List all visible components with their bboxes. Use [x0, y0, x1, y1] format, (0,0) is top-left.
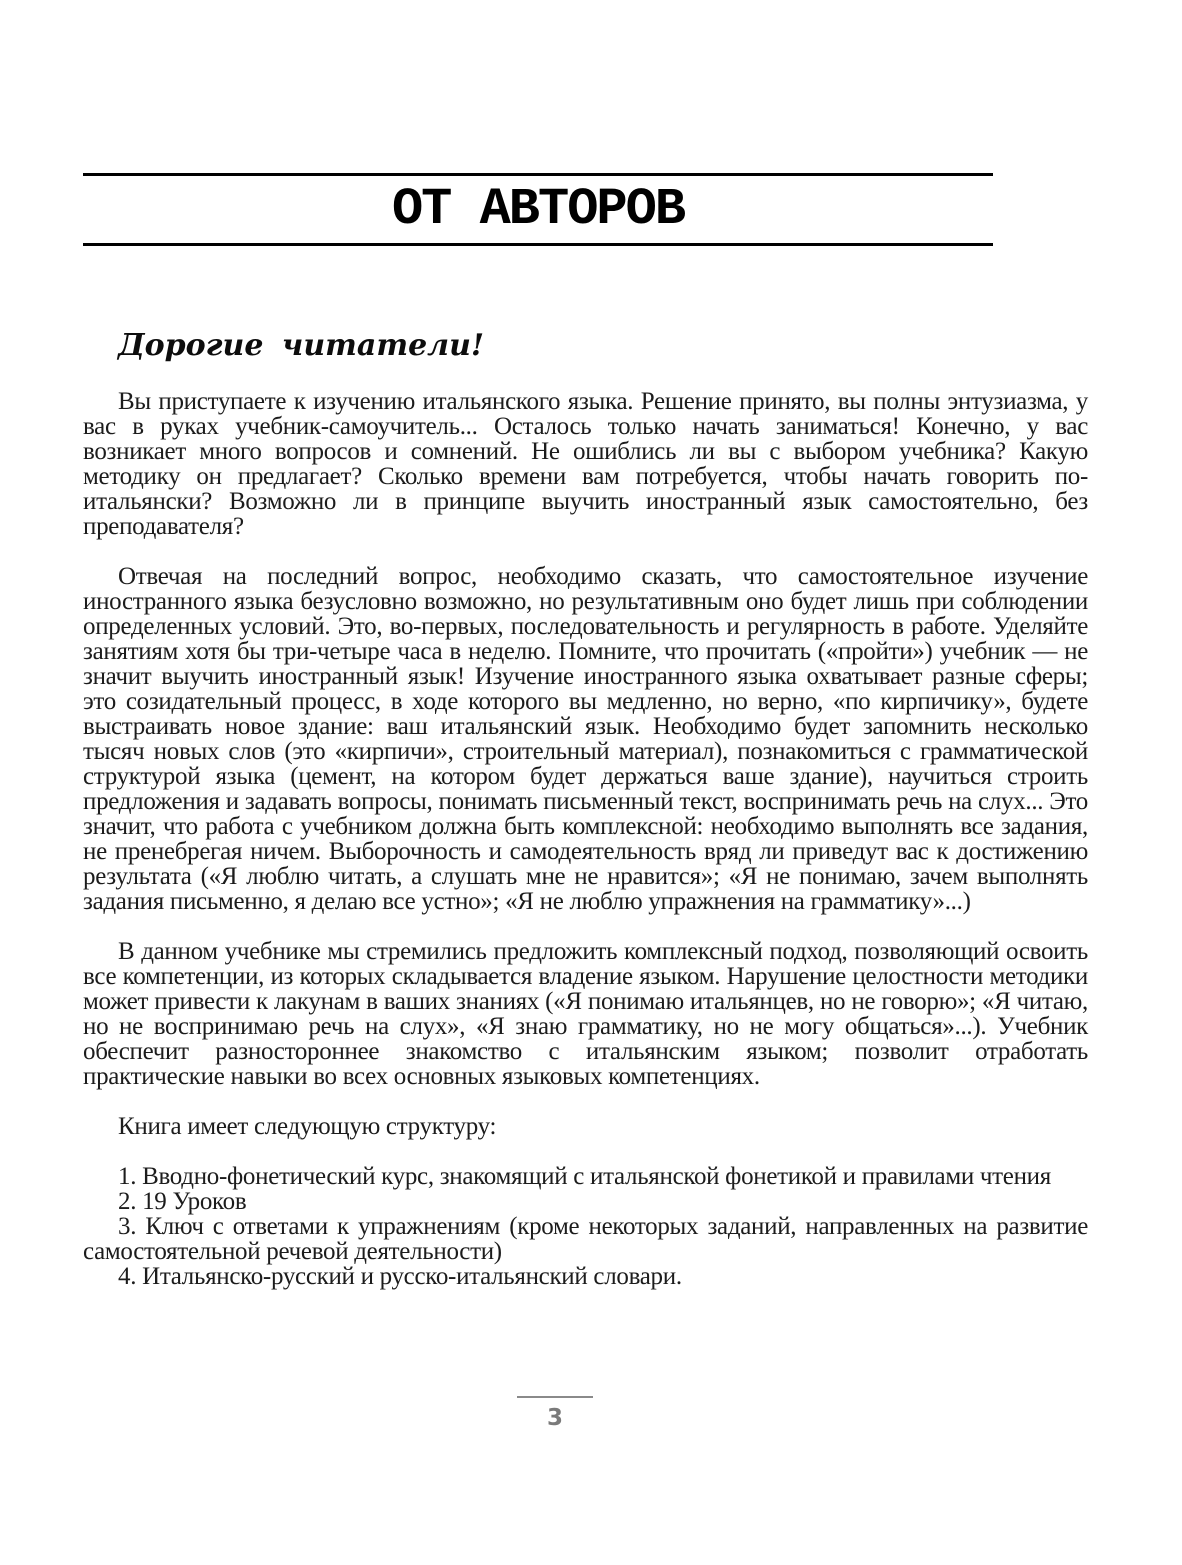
paragraph-self-study: Отвечая на последний вопрос, необходимо сказать, что самостоятельное изучение иностранного языка безусловно возможно, но результативным оно будет лишь при соблюдении определенных условий. Это, во-первых, последовательность и регулярность в работе. Уделяйте занятиям хотя бы три-четыре часа в неделю. Помните, что прочитать («пройти») учебник — не значит выучить иностранный язык! Изучение иностранного языка охватывает разные сферы; это созидательный процесс, в ходе которого вы медленно, но верно, «по кирпичику», будете выстраивать новое здание: ваш итальянский язык. Необходимо будет запомнить несколько тысяч новых слов (это «кирпичи», строительный материал), познакомиться с грамматической структурой языка (цемент, на котором будет держаться ваше здание), научиться строить предложения и задавать вопросы, понимать письменный текст, воспринимать речь на слух... Это значит, что работа с учебником должна быть комплексной: необходимо выполнять все задания, не пренебрегая ничем. Выборочность и самодеятельность вряд ли приведут вас к достижению результата («Я люблю читать, а слушать мне не нравится»; «Я не понимаю, зачем выполнять задания письменно, я делаю все устно»; «Я не люблю упражнения на грамматику»...) [83, 563, 1088, 915]
paragraph-structure-intro: Книга имеет следующую структуру: [118, 1113, 497, 1140]
footer-rule [517, 1396, 593, 1398]
page-content [83, 246, 1088, 1289]
title-block [83, 173, 993, 246]
list-item-dictionaries: 4. Итальянско-русский и русско-итальянский словари. [118, 1263, 682, 1290]
book-structure-list [83, 1164, 1088, 1289]
page-footer [517, 1396, 593, 1431]
list-item-lessons: 2. 19 Уроков [118, 1188, 247, 1215]
paragraph-approach: В данном учебнике мы стремились предложить комплексный подход, позволяющий освоить все компетенции, из которых складывается владение языком. Нарушение целостности методики может привести к лакунам в ваших знаниях («Я понимаю итальянцев, но не говорю»; «Я читаю, но не воспринимаю речь на слух», «Я знаю грамматику, но не могу общаться»...). Учебник обеспечит разностороннее знакомство с итальянским языком; позволит отработать практические навыки во всех основных языковых компетенциях. [83, 938, 1088, 1090]
page-number: 3 [546, 1405, 563, 1431]
body-text [83, 389, 1088, 1289]
section-heading: Дорогие читатели! [118, 328, 485, 363]
paragraph-intro: Вы приступаете к изучению итальянского языка. Решение принято, вы полны энтузиазма, у вас в руках учебник-самоучитель... Осталось только начать заниматься! Конечно, у вас возникает много вопросов и сомнений. Не ошиблись ли вы с выбором учебника? Какую методику он предлагает? Сколько времени вам потребуется, чтобы начать говорить по-итальянски? Возможно ли в принципе выучить иностранный язык самостоятельно, без преподавателя? [83, 388, 1088, 540]
list-item-answer-key: 3. Ключ с ответами к упражнениям (кроме некоторых заданий, направленных на развитие самостоятельной речевой деятельности) [83, 1213, 1088, 1265]
page-title: ОТ АВТОРОВ [391, 180, 685, 239]
list-item-phonetic-course: 1. Вводно-фонетический курс, знакомящий с итальянской фонетикой и правилами чтения [118, 1163, 1051, 1190]
